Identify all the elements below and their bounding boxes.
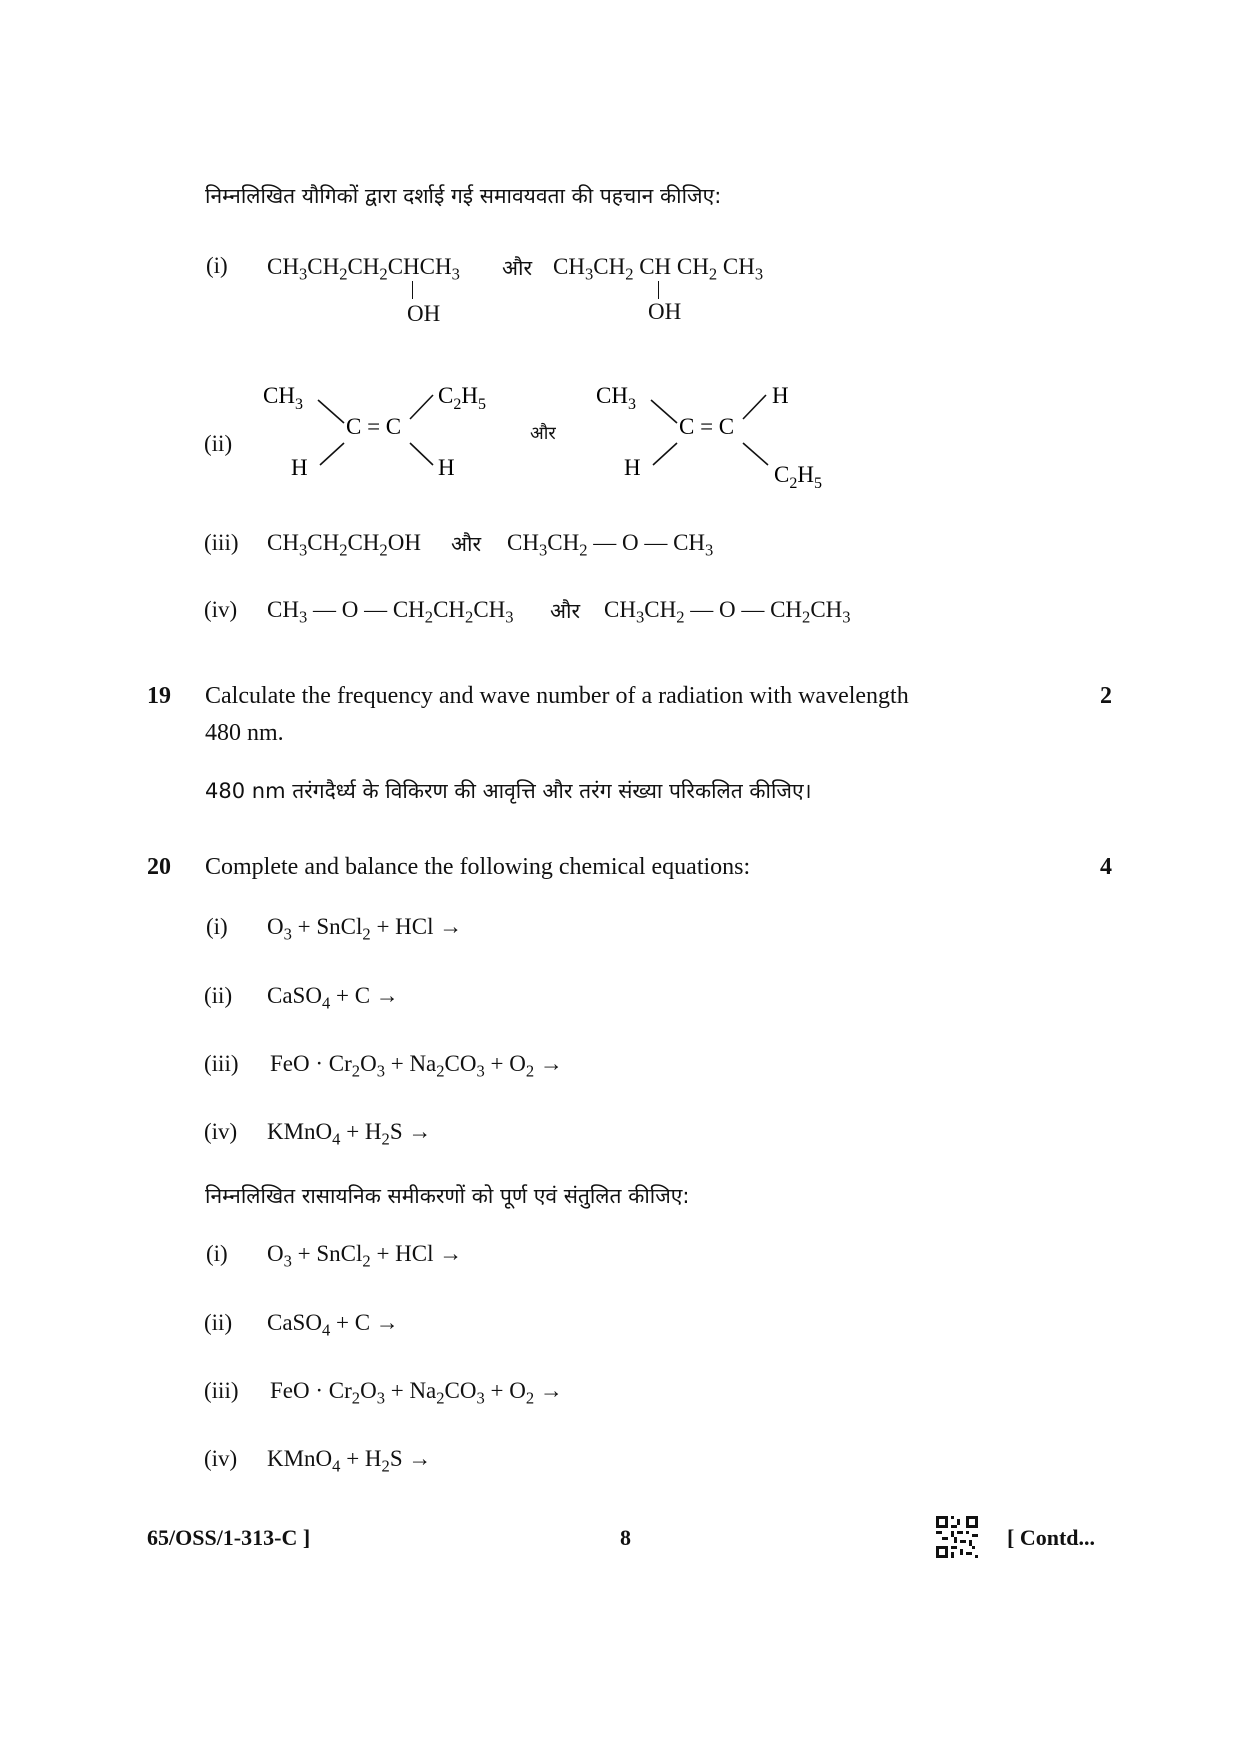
qr-code-icon bbox=[936, 1516, 978, 1558]
q20-text: Complete and balance the following chemical equations: bbox=[205, 854, 751, 880]
q20-hi-label-i: (i) bbox=[206, 1241, 228, 1266]
q18-item-ii-label: (ii) bbox=[204, 431, 233, 456]
q20-hi-eq-iv: KMnO$_4$ + $H_2S$ → bbox=[267, 1446, 432, 1476]
q18-iii-formula-a: $CH_3CH_2CH_2OH$ bbox=[267, 530, 421, 560]
q19-number: 19 bbox=[147, 683, 171, 709]
paper-code: 65/OSS/1-313-C ] bbox=[147, 1525, 311, 1550]
q20-en-eq-iv: KMnO$_4$ + $H_2S$ → bbox=[267, 1119, 432, 1149]
q20-hindi-prompt: निम्नलिखित रासायनिक समीकरणों को पूर्ण एवं संतुलित कीजिए: bbox=[205, 1184, 690, 1208]
q18-i-conj: और bbox=[502, 256, 533, 280]
q19-marks: 2 bbox=[1100, 683, 1112, 709]
page-number: 8 bbox=[620, 1525, 631, 1550]
q19-text-line2: 480 nm. bbox=[205, 720, 284, 746]
q20-hi-eq-iii: FeO · $Cr_2O_3 + Na_2CO_3 + O_2$ → bbox=[270, 1378, 563, 1408]
svg-text:H: H bbox=[772, 383, 789, 408]
q18-iii-formula-b: $CH_3CH_2$ — O — $CH_3$ bbox=[507, 530, 714, 560]
q19-hindi: 480 nm तरंगदैर्ध्य के विकिरण की आवृत्ति और तरंग संख्या परिकलित कीजिए। bbox=[205, 779, 812, 803]
q20-marks: 4 bbox=[1100, 854, 1112, 880]
svg-text:C2H5: $C_2H_5$ bbox=[774, 462, 822, 490]
q18-i-formula-a: $CH_3CH_2CH_2CHCH_3$ bbox=[267, 254, 460, 284]
svg-text:H: H bbox=[624, 455, 641, 480]
cis-isomer-structure bbox=[263, 383, 486, 480]
q18-iii-conj: और bbox=[451, 532, 482, 556]
q20-en-label-ii: (ii) bbox=[204, 983, 233, 1008]
svg-text:H: H bbox=[291, 455, 308, 480]
q20-en-label-iv: (iv) bbox=[204, 1119, 238, 1144]
q18-iv-conj: और bbox=[550, 599, 581, 623]
trans-isomer-structure bbox=[596, 383, 822, 490]
q20-en-eq-iii: FeO · $Cr_2O_3 + Na_2CO_3 + O_2$ → bbox=[270, 1051, 563, 1081]
q20-hi-eq-ii: CaSO$_4$ + C → bbox=[267, 1310, 399, 1340]
q18-i-oh-b: OH bbox=[648, 299, 682, 324]
q18-iv-formula-b: $CH_3CH_2$ — O — $CH_2CH_3$ bbox=[604, 597, 851, 627]
q20-en-label-i: (i) bbox=[206, 914, 228, 939]
q20-en-label-iii: (iii) bbox=[204, 1051, 239, 1076]
q18-i-bond-b bbox=[658, 281, 659, 299]
svg-text:CH3: $CH_3$ bbox=[596, 383, 636, 413]
q18-item-i-label: (i) bbox=[206, 253, 228, 278]
q20-hi-label-iii: (iii) bbox=[204, 1378, 239, 1403]
q20-en-eq-i: $O_3$ + SnCl$_2$ + HCl → bbox=[267, 914, 463, 944]
q18-item-iii-label: (iii) bbox=[204, 530, 239, 555]
q18-iv-formula-a: $CH_3$ — O — $CH_2CH_2CH_3$ bbox=[267, 597, 514, 627]
q19-text-line1: Calculate the frequency and wave number of a radiation with wavelength bbox=[205, 683, 909, 709]
q20-hi-label-ii: (ii) bbox=[204, 1310, 233, 1335]
svg-text:C2H5: $C_2H_5$ bbox=[438, 383, 486, 413]
q20-hi-eq-i: $O_3$ + SnCl$_2$ + HCl → bbox=[267, 1241, 463, 1271]
continued-marker: [ Contd... bbox=[1007, 1525, 1096, 1550]
q18-hindi-prompt: निम्नलिखित यौगिकों द्वारा दर्शाई गई समावयवता की पहचान कीजिए: bbox=[205, 184, 722, 208]
q18-item-iv-label: (iv) bbox=[204, 597, 238, 622]
svg-text:H: H bbox=[438, 455, 455, 480]
q18-i-oh-a: OH bbox=[407, 301, 441, 326]
q18-i-bond-a bbox=[412, 281, 413, 299]
svg-text:C = C: C = C bbox=[346, 414, 402, 439]
q18-ii-conj: और bbox=[530, 423, 556, 444]
q20-number: 20 bbox=[147, 854, 171, 880]
svg-text:CH3: $CH_3$ bbox=[263, 383, 303, 413]
svg-text:C = C: C = C bbox=[679, 414, 735, 439]
q20-hi-label-iv: (iv) bbox=[204, 1446, 238, 1471]
q18-i-formula-b: $CH_3CH_2$ CH $CH_2$ $CH_3$ bbox=[553, 254, 764, 284]
q20-en-eq-ii: CaSO$_4$ + C → bbox=[267, 983, 399, 1013]
